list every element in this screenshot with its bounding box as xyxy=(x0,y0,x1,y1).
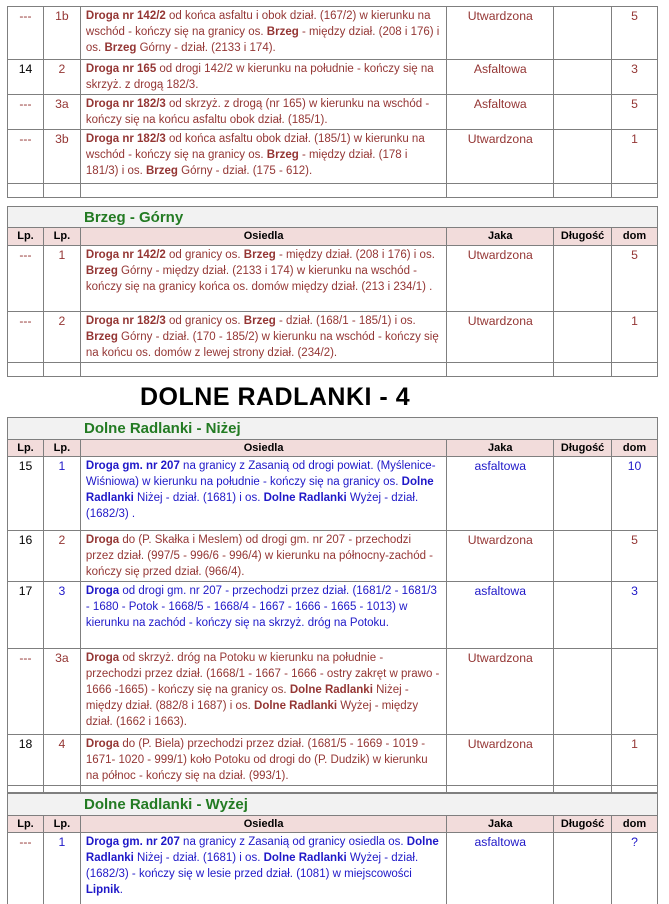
cell-houses: 1 xyxy=(612,130,658,183)
cell-lp: --- xyxy=(8,95,44,129)
cell-houses: 5 xyxy=(612,246,658,311)
roads-table-dolne-radlanki-nizej xyxy=(7,417,658,793)
cell-houses xyxy=(612,363,658,376)
table-header-row xyxy=(7,816,658,833)
cell-houses: 3 xyxy=(612,582,658,648)
cell-surface: Utwardzona xyxy=(447,735,554,785)
cell-lp xyxy=(8,184,44,197)
column-header-dlugosc: Długość xyxy=(554,816,612,832)
cell-sub-lp: 1 xyxy=(44,246,81,311)
cell-length xyxy=(554,786,612,792)
cell-lp: --- xyxy=(8,130,44,183)
table-row xyxy=(7,735,658,786)
cell-description xyxy=(81,184,447,197)
cell-sub-lp: 2 xyxy=(44,60,81,94)
cell-description xyxy=(81,363,447,376)
cell-length xyxy=(554,649,612,734)
cell-lp: --- xyxy=(8,312,44,362)
cell-surface: asfaltowa xyxy=(447,457,554,530)
column-header-lp2: Lp. xyxy=(44,440,81,456)
empty-row xyxy=(7,363,658,377)
cell-description: Droga nr 142/2 od końca asfaltu i obok dział. (167/2) w kierunku na wschód - kończy się na granicy os. Brzeg - między dział. (208 i 176) i os. Brzeg Górny - dział. (2133 i 174). xyxy=(81,7,447,59)
cell-lp: 16 xyxy=(8,531,44,581)
cell-houses: 5 xyxy=(612,95,658,129)
cell-sub-lp: 1b xyxy=(44,7,81,59)
cell-length xyxy=(554,582,612,648)
cell-description: Droga od skrzyż. dróg na Potoku w kierunku na południe - przechodzi przez dział. (1668/1 - 1667 - 1666 - ostry zakręt w prawo - 1666 -1665) - kończy się na granicy os. Dolne Radlanki Niżej - między dział. (882/8 i 1687) i os. Dolne Radlanki Wyżej - między dział. (1662 i 1663). xyxy=(81,649,447,734)
cell-length xyxy=(554,833,612,904)
cell-length xyxy=(554,531,612,581)
cell-length xyxy=(554,312,612,362)
cell-length xyxy=(554,363,612,376)
column-header-lp: Lp. xyxy=(8,228,44,245)
table-header-row xyxy=(7,440,658,457)
cell-surface: Utwardzona xyxy=(447,312,554,362)
table-row xyxy=(7,649,658,735)
table-row xyxy=(7,457,658,531)
cell-sub-lp: 1 xyxy=(44,833,81,904)
cell-length xyxy=(554,184,612,197)
empty-row xyxy=(7,184,658,198)
column-header-jaka: Jaka xyxy=(447,228,554,245)
roads-table-brzeg-gorny xyxy=(7,206,658,377)
column-header-osiedla: Osiedla xyxy=(81,440,447,456)
cell-houses: 3 xyxy=(612,60,658,94)
cell-length xyxy=(554,7,612,59)
cell-lp: 18 xyxy=(8,735,44,785)
cell-lp xyxy=(8,786,44,792)
cell-lp: 15 xyxy=(8,457,44,530)
section-header: Brzeg - Górny xyxy=(7,207,658,228)
cell-surface: asfaltowa xyxy=(447,582,554,648)
section-header: Dolne Radlanki - Niżej xyxy=(7,418,658,440)
table-row xyxy=(7,312,658,363)
cell-length xyxy=(554,60,612,94)
cell-lp: 14 xyxy=(8,60,44,94)
cell-sub-lp: 4 xyxy=(44,735,81,785)
cell-houses: 5 xyxy=(612,531,658,581)
table-row xyxy=(7,531,658,582)
cell-houses: 1 xyxy=(612,312,658,362)
cell-lp: --- xyxy=(8,246,44,311)
column-header-osiedla: Osiedla xyxy=(81,816,447,832)
cell-surface xyxy=(447,786,554,792)
cell-surface: asfaltowa xyxy=(447,833,554,904)
cell-length xyxy=(554,246,612,311)
cell-length xyxy=(554,130,612,183)
cell-sub-lp xyxy=(44,184,81,197)
roads-table-dolne-radlanki-wyzej xyxy=(7,793,658,904)
cell-sub-lp xyxy=(44,786,81,792)
cell-sub-lp: 3a xyxy=(44,649,81,734)
cell-houses xyxy=(612,649,658,734)
section-header: Dolne Radlanki - Wyżej xyxy=(7,794,658,816)
column-header-dom: dom xyxy=(612,440,658,456)
empty-row xyxy=(7,786,658,793)
table-header-row xyxy=(7,228,658,246)
cell-houses: ? xyxy=(612,833,658,904)
cell-surface xyxy=(447,363,554,376)
table-row xyxy=(7,95,658,130)
cell-description: Droga nr 142/2 od granicy os. Brzeg - między dział. (208 i 176) i os. Brzeg Górny - między dział. (2133 i 174) w kierunku na wschód - kończy się na granicy końca os. domów między dział. (213 i 234/1) . xyxy=(81,246,447,311)
cell-sub-lp: 3 xyxy=(44,582,81,648)
column-header-dom: dom xyxy=(612,228,658,245)
cell-description: Droga do (P. Skałka i Meslem) od drogi gm. nr 207 - przechodzi przez dział. (997/5 - 996/6 - 996/4) w kierunku na północny-zachód - kończy się przed dział. (966/4). xyxy=(81,531,447,581)
cell-surface: Utwardzona xyxy=(447,649,554,734)
cell-houses: 5 xyxy=(612,7,658,59)
table-row xyxy=(7,7,658,60)
cell-sub-lp: 2 xyxy=(44,312,81,362)
cell-surface: Utwardzona xyxy=(447,130,554,183)
cell-surface: Utwardzona xyxy=(447,246,554,311)
column-header-jaka: Jaka xyxy=(447,816,554,832)
cell-sub-lp: 1 xyxy=(44,457,81,530)
cell-surface: Asfaltowa xyxy=(447,95,554,129)
cell-description: Droga nr 182/3 od końca asfaltu obok dział. (185/1) w kierunku na wschód - kończy się na granicy os. Brzeg - między dział. (178 i 181/3) i os. Brzeg Górny - dział. (175 - 612). xyxy=(81,130,447,183)
cell-houses: 10 xyxy=(612,457,658,530)
cell-description: Droga nr 182/3 od granicy os. Brzeg - dział. (168/1 - 185/1) i os. Brzeg Górny - dział. (170 - 185/2) w kierunku na wschód - kończy się na końcu os. domów z lewej strony dział. (234/2). xyxy=(81,312,447,362)
column-header-dlugosc: Długość xyxy=(554,440,612,456)
column-header-dlugosc: Długość xyxy=(554,228,612,245)
column-header-lp2: Lp. xyxy=(44,228,81,245)
column-header-osiedla: Osiedla xyxy=(81,228,447,245)
column-header-jaka: Jaka xyxy=(447,440,554,456)
cell-houses: 1 xyxy=(612,735,658,785)
cell-lp xyxy=(8,363,44,376)
table-row xyxy=(7,130,658,184)
cell-sub-lp xyxy=(44,363,81,376)
cell-description: Droga gm. nr 207 na granicy z Zasanią od granicy osiedla os. Dolne Radlanki Niżej - dział. (1681) i os. Dolne Radlanki Wyżej - dział. (1682/3) - kończy się w lesie przed dział. (1081) w miejscowości Lipnik. xyxy=(81,833,447,904)
cell-surface: Utwardzona xyxy=(447,7,554,59)
cell-length xyxy=(554,735,612,785)
roads-table-brzeg-continuation xyxy=(7,6,658,198)
cell-description: Droga nr 182/3 od skrzyż. z drogą (nr 165) w kierunku na wschód - kończy się na końcu asfaltu obok dział. (185/1). xyxy=(81,95,447,129)
cell-surface: Asfaltowa xyxy=(447,60,554,94)
cell-sub-lp: 2 xyxy=(44,531,81,581)
cell-description: Droga do (P. Biela) przechodzi przez dział. (1681/5 - 1669 - 1019 - 1671- 1020 - 999/1) koło Potoku od drogi do (P. Dudzik) w kierunku na północ - kończy się na dział. (993/1). xyxy=(81,735,447,785)
column-header-dom: dom xyxy=(612,816,658,832)
cell-lp: 17 xyxy=(8,582,44,648)
table-row xyxy=(7,833,658,904)
cell-sub-lp: 3a xyxy=(44,95,81,129)
cell-description xyxy=(81,786,447,792)
cell-surface xyxy=(447,184,554,197)
cell-sub-lp: 3b xyxy=(44,130,81,183)
table-gap xyxy=(0,198,669,206)
cell-description: Droga od drogi gm. nr 207 - przechodzi przez dział. (1681/2 - 1681/3 - 1680 - Potok - 1668/5 - 1668/4 - 1667 - 1666 - 1665 - 1013) w kierunku na zachód - kończy się na skrzyż. dróg na Potoku. xyxy=(81,582,447,648)
cell-lp: --- xyxy=(8,649,44,734)
cell-length xyxy=(554,457,612,530)
cell-lp: --- xyxy=(8,833,44,904)
cell-surface: Utwardzona xyxy=(447,531,554,581)
cell-description: Droga nr 165 od drogi 142/2 w kierunku na południe - kończy się na skrzyż. z drogą 182/3. xyxy=(81,60,447,94)
cell-houses xyxy=(612,786,658,792)
page-title: DOLNE RADLANKI - 4 xyxy=(140,382,411,411)
table-row xyxy=(7,582,658,649)
column-header-lp2: Lp. xyxy=(44,816,81,832)
column-header-lp: Lp. xyxy=(8,440,44,456)
cell-description: Droga gm. nr 207 na granicy z Zasanią od drogi powiat. (Myślenice-Wiśniowa) w kierunku na południe - kończy się na granicy os. Dolne Radlanki Niżej - dział. (1681) i os. Dolne Radlanki Wyżej - dział. (1682/3) . xyxy=(81,457,447,530)
cell-lp: --- xyxy=(8,7,44,59)
cell-houses xyxy=(612,184,658,197)
cell-length xyxy=(554,95,612,129)
column-header-lp: Lp. xyxy=(8,816,44,832)
table-row xyxy=(7,246,658,312)
table-row xyxy=(7,60,658,95)
